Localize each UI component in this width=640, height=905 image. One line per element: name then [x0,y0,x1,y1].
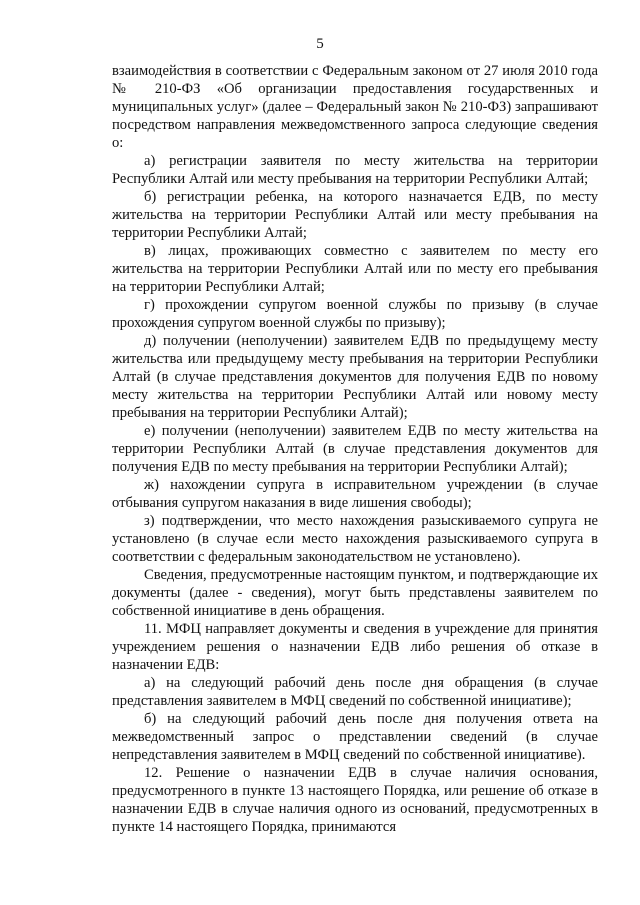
paragraph: в) лицах, проживающих совместно с заявителем по месту его жительства на территории Республики Алтай или по месту его пребывания на территории Республики Алтай; [112,243,598,295]
paragraph: д) получении (неполучении) заявителем ЕДВ по предыдущему месту жительства или предыдущему месту пребывания на территории Республики Алтай (в случае представления документов для получения ЕДВ по новому месту жительства на территории Республики Алтай или новому месту пребывания на территории Республики Алтай); [112,333,598,421]
paragraph: з) подтверждении, что место нахождения разыскиваемого супруга не установлено (в случае если место нахождения разыскиваемого супруга в соответствии с федеральным законодательством не установлено). [112,513,598,565]
paragraph: ж) нахождении супруга в исправительном учреждении (в случае отбывания супругом наказания в виде лишения свободы); [112,477,598,511]
paragraph: взаимодействия в соответствии с Федеральным законом от 27 июля 2010 года № 210-ФЗ «Об организации предоставления государственных и муниципальных услуг» (далее – Федеральный закон № 210-ФЗ) запрашивают посредством направления межведомственного запроса следующие сведения о: [112,63,598,151]
page-number: 5 [316,36,324,52]
paragraph: е) получении (неполучении) заявителем ЕДВ по месту жительства на территории Республики Алтай (в случае представления документов для получения ЕДВ по месту пребывания на территории Республики Алтай); [112,423,598,475]
paragraph: б) регистрации ребенка, на которого назначается ЕДВ, по месту жительства на территории Республики Алтай или месту пребывания на территории Республики Алтай; [112,189,598,241]
paragraph: б) на следующий рабочий день после дня получения ответа на межведомственный запрос о представлении сведений (в случае непредставления заявителем в МФЦ сведений по собственной инициативе). [112,711,598,763]
paragraph: а) регистрации заявителя по месту жительства на территории Республики Алтай или месту пребывания на территории Республики Алтай; [112,153,598,187]
paragraph: 12. Решение о назначении ЕДВ в случае наличия основания, предусмотренного в пункте 13 настоящего Порядка, или решение об отказе в назначении ЕДВ в случае наличия одного из оснований, предусмотренных в пункте 14 настоящего Порядка, принимаются [112,765,598,835]
paragraph: а) на следующий рабочий день после дня обращения (в случае представления заявителем в МФЦ сведений по собственной инициативе); [112,675,598,709]
paragraph: 11. МФЦ направляет документы и сведения в учреждение для принятия учреждением решения о назначении ЕДВ либо решения об отказе в назначении ЕДВ: [112,621,598,673]
document-body [112,62,598,836]
paragraph: Сведения, предусмотренные настоящим пунктом, и подтверждающие их документы (далее - сведения), могут быть представлены заявителем по собственной инициативе в день обращения. [112,567,598,619]
paragraph: г) прохождении супругом военной службы по призыву (в случае прохождения супругом военной службы по призыву); [112,297,598,331]
